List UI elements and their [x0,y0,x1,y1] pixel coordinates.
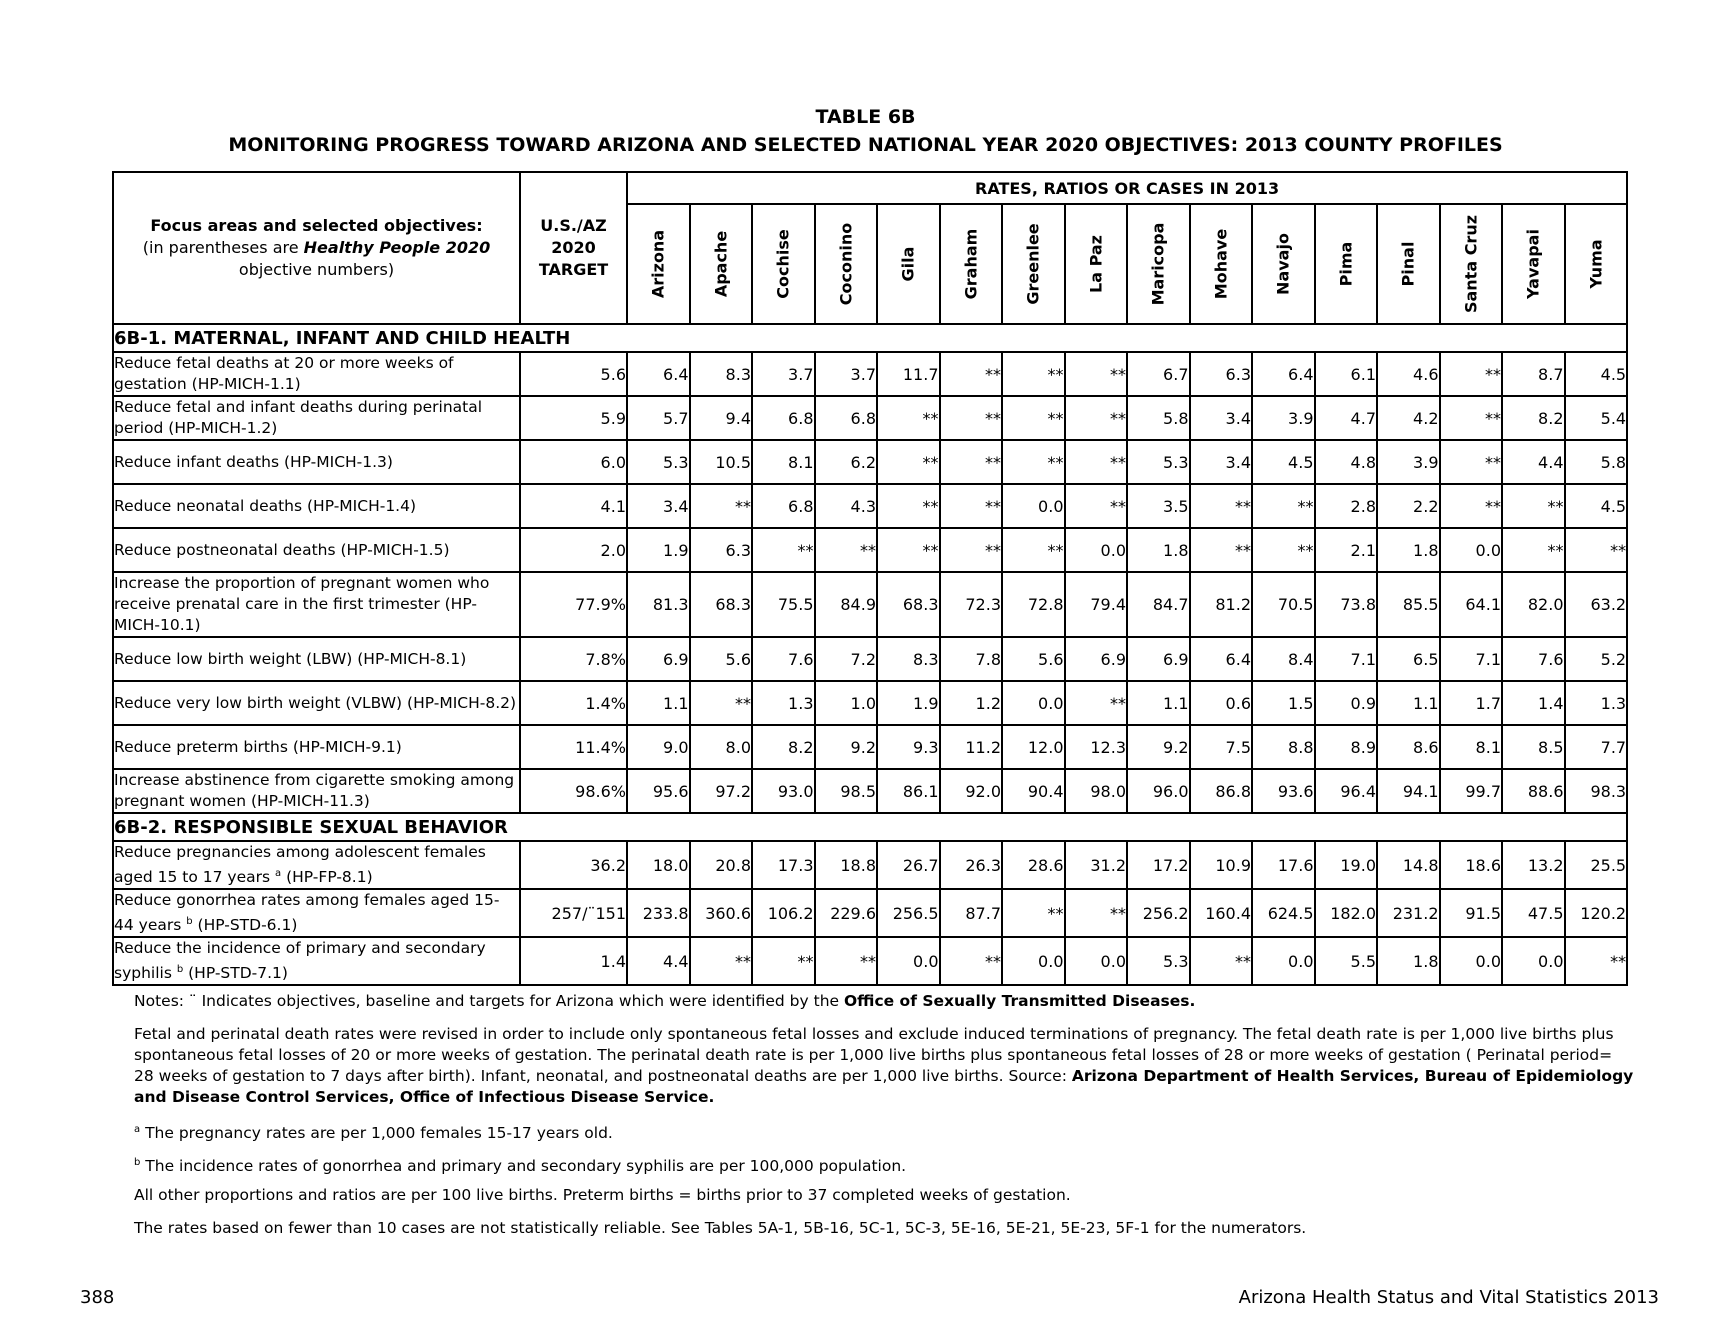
value-cell: 182.0 [1315,889,1378,937]
county-header: Yuma [1565,204,1628,324]
value-cell: 3.5 [1127,484,1190,528]
value-cell: ** [1252,484,1315,528]
value-cell: 5.3 [1127,937,1190,985]
value-cell: ** [1440,352,1503,396]
value-cell: 229.6 [815,889,878,937]
table-row [113,937,1627,985]
value-cell: 7.5 [1190,725,1253,769]
value-cell: 6.3 [1190,352,1253,396]
value-cell: ** [1565,528,1628,572]
table-row [113,352,1627,396]
value-cell: ** [1502,528,1565,572]
value-cell: 233.8 [627,889,690,937]
target-cell: 7.8% [520,637,627,681]
value-cell: ** [877,440,940,484]
value-cell: ** [1002,396,1065,440]
value-cell: ** [877,396,940,440]
value-cell: 88.6 [1502,769,1565,813]
value-cell: 6.1 [1315,352,1378,396]
value-cell: 0.9 [1315,681,1378,725]
value-cell: 7.8 [940,637,1003,681]
table-row [113,484,1627,528]
value-cell: 4.7 [1315,396,1378,440]
value-cell: 84.9 [815,572,878,637]
value-cell: 0.0 [1065,937,1128,985]
value-cell: 6.9 [1065,637,1128,681]
county-header: Yavapai [1502,204,1565,324]
value-cell: 1.2 [940,681,1003,725]
value-cell: 8.8 [1252,725,1315,769]
value-cell: 6.2 [815,440,878,484]
county-header: Mohave [1190,204,1253,324]
value-cell: 4.3 [815,484,878,528]
value-cell: 96.4 [1315,769,1378,813]
value-cell: ** [690,484,753,528]
value-cell: 11.2 [940,725,1003,769]
value-cell: 6.9 [1127,637,1190,681]
value-cell: 8.3 [877,637,940,681]
county-header: Graham [940,204,1003,324]
value-cell: 1.1 [627,681,690,725]
value-cell: 3.7 [815,352,878,396]
value-cell: 4.6 [1377,352,1440,396]
value-cell: 81.3 [627,572,690,637]
value-cell: 8.3 [690,352,753,396]
value-cell: 8.1 [1440,725,1503,769]
value-cell: ** [690,681,753,725]
value-cell: 3.9 [1377,440,1440,484]
value-cell: ** [877,484,940,528]
value-cell: ** [940,440,1003,484]
value-cell: 47.5 [1502,889,1565,937]
county-header: Apache [690,204,753,324]
target-header: U.S./AZ 2020 TARGET [520,172,627,324]
value-cell: 0.0 [1440,528,1503,572]
value-cell: 5.3 [627,440,690,484]
value-cell: 9.4 [690,396,753,440]
table-row [113,572,1627,637]
county-header: Navajo [1252,204,1315,324]
value-cell: 13.2 [1502,841,1565,889]
value-cell: ** [940,484,1003,528]
value-cell: 3.4 [627,484,690,528]
objective-cell: Reduce infant deaths (HP-MICH-1.3) [113,440,520,484]
value-cell: 5.3 [1127,440,1190,484]
value-cell: 87.7 [940,889,1003,937]
target-cell: 77.9% [520,572,627,637]
value-cell: 6.8 [815,396,878,440]
value-cell: 97.2 [690,769,753,813]
objective-cell: Reduce pregnancies among adolescent females aged 15 to 17 years $^a$ (HP-FP-8.1) [113,841,520,889]
value-cell: ** [1065,484,1128,528]
value-cell: ** [940,352,1003,396]
value-cell: 1.9 [877,681,940,725]
value-cell: 5.2 [1565,637,1628,681]
target-cell: 1.4 [520,937,627,985]
value-cell: 5.8 [1565,440,1628,484]
value-cell: 1.8 [1127,528,1190,572]
value-cell: 93.6 [1252,769,1315,813]
value-cell: 6.9 [627,637,690,681]
county-header: Santa Cruz [1440,204,1503,324]
value-cell: 96.0 [1127,769,1190,813]
value-cell: 8.9 [1315,725,1378,769]
focus-areas-header: Focus areas and selected objectives: (in parentheses are Healthy People 2020 objective numbers) [113,172,520,324]
value-cell: 86.1 [877,769,940,813]
value-cell: ** [1065,352,1128,396]
table-title: TABLE 6B [815,106,916,128]
rates-header: RATES, RATIOS OR CASES IN 2013 [627,172,1627,204]
value-cell: 4.2 [1377,396,1440,440]
target-cell: 5.6 [520,352,627,396]
value-cell: ** [752,528,815,572]
value-cell: 8.0 [690,725,753,769]
table-row [113,725,1627,769]
value-cell: ** [1065,889,1128,937]
value-cell: ** [1065,681,1128,725]
value-cell: 84.7 [1127,572,1190,637]
value-cell: ** [1190,484,1253,528]
value-cell: 19.0 [1315,841,1378,889]
value-cell: 5.8 [1127,396,1190,440]
value-cell: 18.6 [1440,841,1503,889]
value-cell: 8.6 [1377,725,1440,769]
county-header: Pima [1315,204,1378,324]
value-cell: ** [1190,528,1253,572]
section-title: 6B-2. RESPONSIBLE SEXUAL BEHAVIOR [113,813,1627,841]
note-proportions: All other proportions and ratios are per 100 live births. Preterm births = births prior to 37 completed weeks of gestation. [134,1186,1071,1204]
publication-footer: Arizona Health Status and Vital Statistics 2013 [1238,1287,1659,1308]
value-cell: 360.6 [690,889,753,937]
value-cell: 79.4 [1065,572,1128,637]
table-subtitle: MONITORING PROGRESS TOWARD ARIZONA AND SELECTED NATIONAL YEAR 2020 OBJECTIVES: 2013 COUNTY PROFILES [228,134,1503,156]
objective-cell: Reduce fetal and infant deaths during perinatal period (HP-MICH-1.2) [113,396,520,440]
note-fetal-perinatal: Fetal and perinatal death rates were revised in order to include only spontaneous fetal losses and exclude induced terminations of pregnancy. The fetal death rate is per 1,000 live births plus spontaneous fetal losses of 20 or more weeks of gestation. The perinatal death rate is per 1,000 live births plus spontaneous fetal losses of 28 or more weeks of gestation ( Perinatal period= 28 weeks of gestation to 7 days after birth). Infant, neonatal, and postneonatal deaths are per 1,000 live births. Source: Arizona Department of Health Services, Bureau of Epidemiology and Disease Control Services, Office of Infectious Disease Service. [134,1025,1634,1106]
value-cell: 98.5 [815,769,878,813]
target-cell: 11.4% [520,725,627,769]
value-cell: 2.1 [1315,528,1378,572]
value-cell: 160.4 [1190,889,1253,937]
value-cell: 1.4 [1502,681,1565,725]
value-cell: 98.3 [1565,769,1628,813]
value-cell: 3.9 [1252,396,1315,440]
table-row [113,769,1627,813]
value-cell: 85.5 [1377,572,1440,637]
value-cell: 91.5 [1440,889,1503,937]
value-cell: 5.4 [1565,396,1628,440]
value-cell: ** [815,528,878,572]
value-cell: 5.6 [1002,637,1065,681]
value-cell: 8.4 [1252,637,1315,681]
value-cell: 17.3 [752,841,815,889]
value-cell: 12.3 [1065,725,1128,769]
value-cell: 1.5 [1252,681,1315,725]
value-cell: 120.2 [1565,889,1628,937]
value-cell: 1.1 [1377,681,1440,725]
value-cell: 7.6 [1502,637,1565,681]
value-cell: 6.8 [752,396,815,440]
county-header: Gila [877,204,940,324]
value-cell: 26.7 [877,841,940,889]
value-cell: 231.2 [1377,889,1440,937]
objective-cell: Reduce fetal deaths at 20 or more weeks of gestation (HP-MICH-1.1) [113,352,520,396]
value-cell: 25.5 [1565,841,1628,889]
value-cell: 7.6 [752,637,815,681]
value-cell: 624.5 [1252,889,1315,937]
note-sti: Notes: ¨ Indicates objectives, baseline and targets for Arizona which were identified by the Office of Sexually Transmitted Diseases. [134,992,1196,1010]
note-pregnancy-rates: $^a$ The pregnancy rates are per 1,000 females 15-17 years old. [134,1124,613,1143]
value-cell: ** [940,396,1003,440]
value-cell: 8.7 [1502,352,1565,396]
value-cell: 1.3 [752,681,815,725]
value-cell: 0.0 [1065,528,1128,572]
value-cell: 94.1 [1377,769,1440,813]
value-cell: 6.5 [1377,637,1440,681]
value-cell: 1.0 [815,681,878,725]
value-cell: 6.4 [627,352,690,396]
value-cell: 9.2 [815,725,878,769]
value-cell: ** [1065,396,1128,440]
value-cell: ** [1252,528,1315,572]
value-cell: 93.0 [752,769,815,813]
value-cell: 68.3 [690,572,753,637]
value-cell: 9.0 [627,725,690,769]
value-cell: 95.6 [627,769,690,813]
value-cell: 1.1 [1127,681,1190,725]
value-cell: ** [940,528,1003,572]
value-cell: ** [690,937,753,985]
table-row [113,637,1627,681]
value-cell: 7.1 [1315,637,1378,681]
value-cell: 9.3 [877,725,940,769]
value-cell: 6.4 [1190,637,1253,681]
value-cell: 0.6 [1190,681,1253,725]
target-cell: 2.0 [520,528,627,572]
value-cell: 86.8 [1190,769,1253,813]
value-cell: 0.0 [1002,484,1065,528]
value-cell: 6.7 [1127,352,1190,396]
value-cell: 81.2 [1190,572,1253,637]
value-cell: 3.4 [1190,396,1253,440]
value-cell: 4.5 [1565,484,1628,528]
objective-cell: Increase the proportion of pregnant women who receive prenatal care in the first trimester (HP-MICH-10.1) [113,572,520,637]
target-cell: 6.0 [520,440,627,484]
county-header: Coconino [815,204,878,324]
value-cell: 10.5 [690,440,753,484]
value-cell: 7.7 [1565,725,1628,769]
county-profiles-table [112,171,1628,986]
county-header: Pinal [1377,204,1440,324]
value-cell: 6.8 [752,484,815,528]
value-cell: ** [815,937,878,985]
value-cell: 8.2 [1502,396,1565,440]
value-cell: 10.9 [1190,841,1253,889]
value-cell: 73.8 [1315,572,1378,637]
value-cell: 26.3 [940,841,1003,889]
value-cell: 3.4 [1190,440,1253,484]
value-cell: 90.4 [1002,769,1065,813]
value-cell: ** [1002,528,1065,572]
value-cell: ** [1440,484,1503,528]
value-cell: 4.4 [627,937,690,985]
value-cell: 5.5 [1315,937,1378,985]
table-row [113,841,1627,889]
value-cell: 0.0 [877,937,940,985]
value-cell: 256.5 [877,889,940,937]
value-cell: 1.8 [1377,937,1440,985]
value-cell: 0.0 [1002,681,1065,725]
value-cell: ** [1002,440,1065,484]
value-cell: 9.2 [1127,725,1190,769]
value-cell: 0.0 [1002,937,1065,985]
value-cell: 1.8 [1377,528,1440,572]
value-cell: 6.4 [1252,352,1315,396]
value-cell: 17.6 [1252,841,1315,889]
target-cell: 36.2 [520,841,627,889]
value-cell: ** [940,937,1003,985]
value-cell: 1.3 [1565,681,1628,725]
objective-cell: Reduce very low birth weight (VLBW) (HP-MICH-8.2) [113,681,520,725]
value-cell: ** [1440,396,1503,440]
objective-cell: Increase abstinence from cigarette smoking among pregnant women (HP-MICH-11.3) [113,769,520,813]
value-cell: 5.6 [690,637,753,681]
value-cell: 99.7 [1440,769,1503,813]
county-header: Maricopa [1127,204,1190,324]
value-cell: 5.7 [627,396,690,440]
value-cell: 8.2 [752,725,815,769]
objective-cell: Reduce postneonatal deaths (HP-MICH-1.5) [113,528,520,572]
value-cell: 70.5 [1252,572,1315,637]
value-cell: 106.2 [752,889,815,937]
value-cell: 72.3 [940,572,1003,637]
table-row [113,681,1627,725]
value-cell: ** [1440,440,1503,484]
county-header: Arizona [627,204,690,324]
section-title: 6B-1. MATERNAL, INFANT AND CHILD HEALTH [113,324,1627,352]
value-cell: 0.0 [1502,937,1565,985]
value-cell: 0.0 [1440,937,1503,985]
county-header: La Paz [1065,204,1128,324]
value-cell: 98.0 [1065,769,1128,813]
value-cell: 4.5 [1252,440,1315,484]
value-cell: 1.7 [1440,681,1503,725]
value-cell: 1.9 [627,528,690,572]
value-cell: 72.8 [1002,572,1065,637]
value-cell: 3.7 [752,352,815,396]
value-cell: 4.8 [1315,440,1378,484]
value-cell: 2.8 [1315,484,1378,528]
value-cell: 82.0 [1502,572,1565,637]
value-cell: ** [1502,484,1565,528]
value-cell: 7.1 [1440,637,1503,681]
objective-cell: Reduce preterm births (HP-MICH-9.1) [113,725,520,769]
table-row [113,528,1627,572]
county-header: Cochise [752,204,815,324]
target-cell: 4.1 [520,484,627,528]
value-cell: 6.3 [690,528,753,572]
county-header: Greenlee [1002,204,1065,324]
target-cell: 5.9 [520,396,627,440]
value-cell: ** [1065,440,1128,484]
value-cell: 256.2 [1127,889,1190,937]
value-cell: ** [877,528,940,572]
value-cell: 28.6 [1002,841,1065,889]
table-row [113,440,1627,484]
page-number: 388 [80,1287,115,1308]
value-cell: ** [1002,889,1065,937]
value-cell: ** [1565,937,1628,985]
value-cell: 8.5 [1502,725,1565,769]
objective-cell: Reduce the incidence of primary and secondary syphilis $^b$ (HP-STD-7.1) [113,937,520,985]
value-cell: 14.8 [1377,841,1440,889]
value-cell: 4.5 [1565,352,1628,396]
objective-cell: Reduce low birth weight (LBW) (HP-MICH-8.1) [113,637,520,681]
value-cell: 0.0 [1252,937,1315,985]
value-cell: 11.7 [877,352,940,396]
value-cell: 17.2 [1127,841,1190,889]
value-cell: 92.0 [940,769,1003,813]
objective-cell: Reduce neonatal deaths (HP-MICH-1.4) [113,484,520,528]
value-cell: 64.1 [1440,572,1503,637]
value-cell: 31.2 [1065,841,1128,889]
value-cell: ** [1002,352,1065,396]
value-cell: 68.3 [877,572,940,637]
note-reliability: The rates based on fewer than 10 cases are not statistically reliable. See Tables 5A-1, 5B-16, 5C-1, 5C-3, 5E-16, 5E-21, 5E-23, 5F-1 for the numerators. [134,1219,1307,1237]
table-row [113,889,1627,937]
value-cell: 12.0 [1002,725,1065,769]
value-cell: ** [752,937,815,985]
value-cell: 8.1 [752,440,815,484]
note-incidence-rates: $^b$ The incidence rates of gonorrhea and primary and secondary syphilis are per 100,000 population. [134,1157,907,1176]
value-cell: 75.5 [752,572,815,637]
value-cell: ** [1190,937,1253,985]
objective-cell: Reduce gonorrhea rates among females aged 15-44 years $^b$ (HP-STD-6.1) [113,889,520,937]
target-cell: 98.6% [520,769,627,813]
table-row [113,396,1627,440]
value-cell: 18.8 [815,841,878,889]
value-cell: 4.4 [1502,440,1565,484]
value-cell: 18.0 [627,841,690,889]
value-cell: 2.2 [1377,484,1440,528]
target-cell: 257/¨151 [520,889,627,937]
target-cell: 1.4% [520,681,627,725]
value-cell: 20.8 [690,841,753,889]
value-cell: 7.2 [815,637,878,681]
value-cell: 63.2 [1565,572,1628,637]
